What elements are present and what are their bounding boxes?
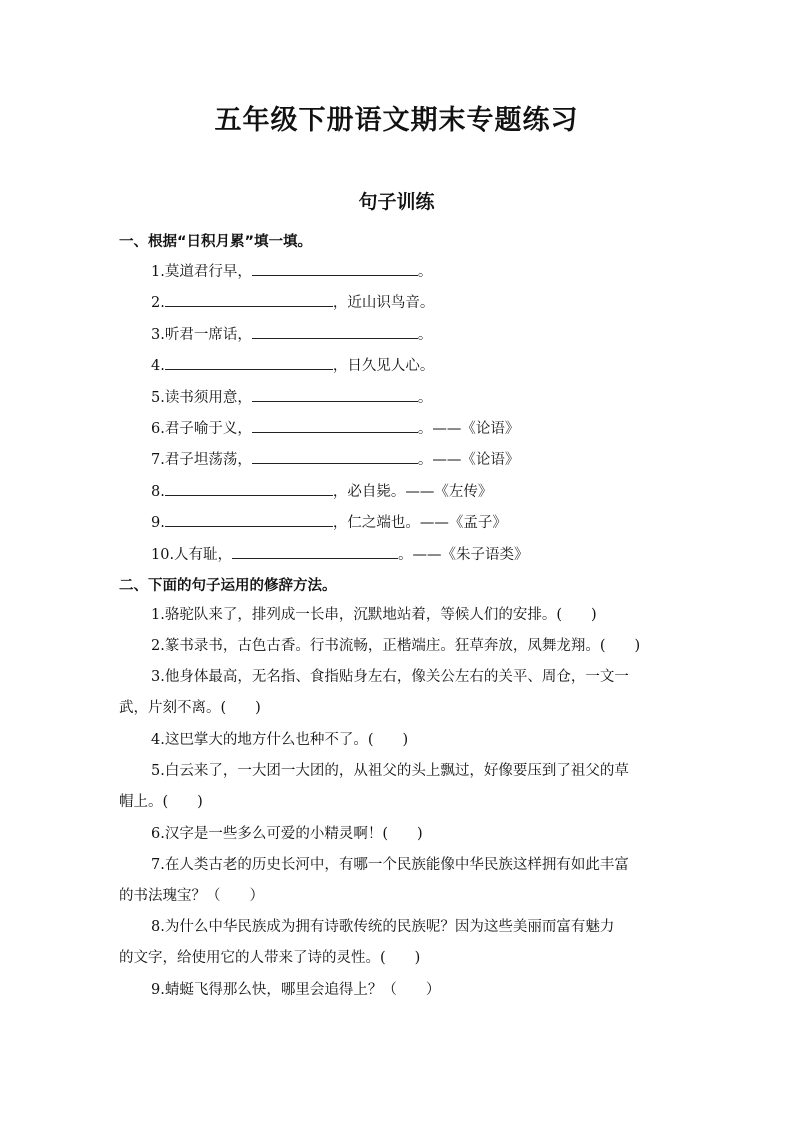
answer-blank[interactable]	[232, 543, 398, 559]
rhetoric-item-5-cont: 帽上。( )	[119, 794, 203, 810]
answer-blank[interactable]	[252, 448, 418, 464]
fill-item-prefix: 5.读书须用意，	[151, 390, 252, 406]
rhetoric-item-8: 8.为什么中华民族成为拥有诗歌传统的民族呢？因为这些美丽而富有魅力	[151, 919, 615, 935]
rhetoric-item-7: 7.在人类古老的历史长河中，有哪一个民族能像中华民族这样拥有如此丰富	[151, 857, 629, 873]
fill-item-suffix: 。	[417, 390, 433, 406]
fill-item-prefix: 10.人有耻，	[151, 547, 233, 563]
fill-item-8	[151, 480, 492, 502]
fill-item-suffix: 。	[417, 327, 433, 343]
fill-item-suffix: 。——《朱子语类》	[398, 547, 529, 563]
fill-item-suffix: ，日久见人心。	[332, 358, 435, 374]
answer-blank[interactable]	[165, 354, 333, 370]
rhetoric-item-9: 9.蜻蜓飞得那么快，哪里会追得上？（ ）	[151, 982, 441, 998]
section-subtitle: 句子训练	[358, 191, 435, 213]
answer-blank[interactable]	[252, 386, 418, 402]
answer-blank[interactable]	[165, 291, 333, 307]
fill-item-prefix: 9.	[151, 515, 165, 531]
fill-item-suffix: 。——《论语》	[417, 452, 520, 468]
fill-item-10	[151, 543, 529, 565]
section2-heading: 二、下面的句子运用的修辞方法。	[119, 578, 337, 594]
fill-item-prefix: 6.君子喻于义，	[151, 421, 252, 437]
rhetoric-item-8-cont: 的文字，给使用它的人带来了诗的灵性。( )	[119, 950, 421, 966]
answer-blank[interactable]	[252, 323, 418, 339]
answer-blank[interactable]	[165, 511, 333, 527]
rhetoric-item-3-cont: 武，片刻不离。( )	[119, 700, 261, 716]
fill-item-prefix: 2.	[151, 295, 165, 311]
fill-item-prefix: 8.	[151, 484, 165, 500]
fill-item-9	[151, 511, 507, 533]
fill-item-3	[151, 323, 432, 345]
answer-blank[interactable]	[165, 480, 333, 496]
fill-item-prefix: 3.听君一席话，	[151, 327, 252, 343]
rhetoric-item-5: 5.白云来了，一大团一大团的，从祖父的头上飘过，好像要压到了祖父的草	[151, 763, 629, 779]
rhetoric-item-3: 3.他身体最高，无名指、食指贴身左右，像关公左右的关平、周仓，一文一	[151, 669, 629, 685]
fill-item-6	[151, 417, 519, 439]
fill-item-1	[151, 260, 432, 282]
fill-item-prefix: 7.君子坦荡荡，	[151, 452, 252, 468]
fill-item-prefix: 1.莫道君行早，	[151, 264, 252, 280]
rhetoric-item-1: 1.骆驼队来了，排列成一长串，沉默地站着，等候人们的安排。( )	[151, 607, 597, 623]
rhetoric-item-6: 6.汉字是一些多么可爱的小精灵啊！( )	[151, 826, 423, 842]
fill-item-4	[151, 354, 434, 376]
answer-blank[interactable]	[252, 417, 418, 433]
fill-item-suffix: 。——《论语》	[417, 421, 520, 437]
fill-item-5	[151, 386, 432, 408]
fill-item-suffix: ，必自毙。——《左传》	[332, 484, 493, 500]
rhetoric-item-2: 2.篆书录书，古色古香。行书流畅，正楷端庄。狂草奔放，凤舞龙翔。( )	[151, 638, 641, 654]
fill-item-suffix: ，仁之端也。——《孟子》	[332, 515, 507, 531]
answer-blank[interactable]	[252, 260, 418, 276]
fill-item-7	[151, 448, 519, 470]
fill-item-suffix: ，近山识鸟音。	[332, 295, 435, 311]
rhetoric-item-7-cont: 的书法瑰宝？（ ）	[119, 888, 264, 904]
rhetoric-item-4: 4.这巴掌大的地方什么也种不了。( )	[151, 732, 409, 748]
fill-item-prefix: 4.	[151, 358, 165, 374]
fill-item-2	[151, 291, 434, 313]
fill-item-suffix: 。	[417, 264, 433, 280]
page-title: 五年级下册语文期末专题练习	[214, 105, 579, 136]
section1-heading: 一、根据“日积月累”填一填。	[119, 234, 313, 250]
